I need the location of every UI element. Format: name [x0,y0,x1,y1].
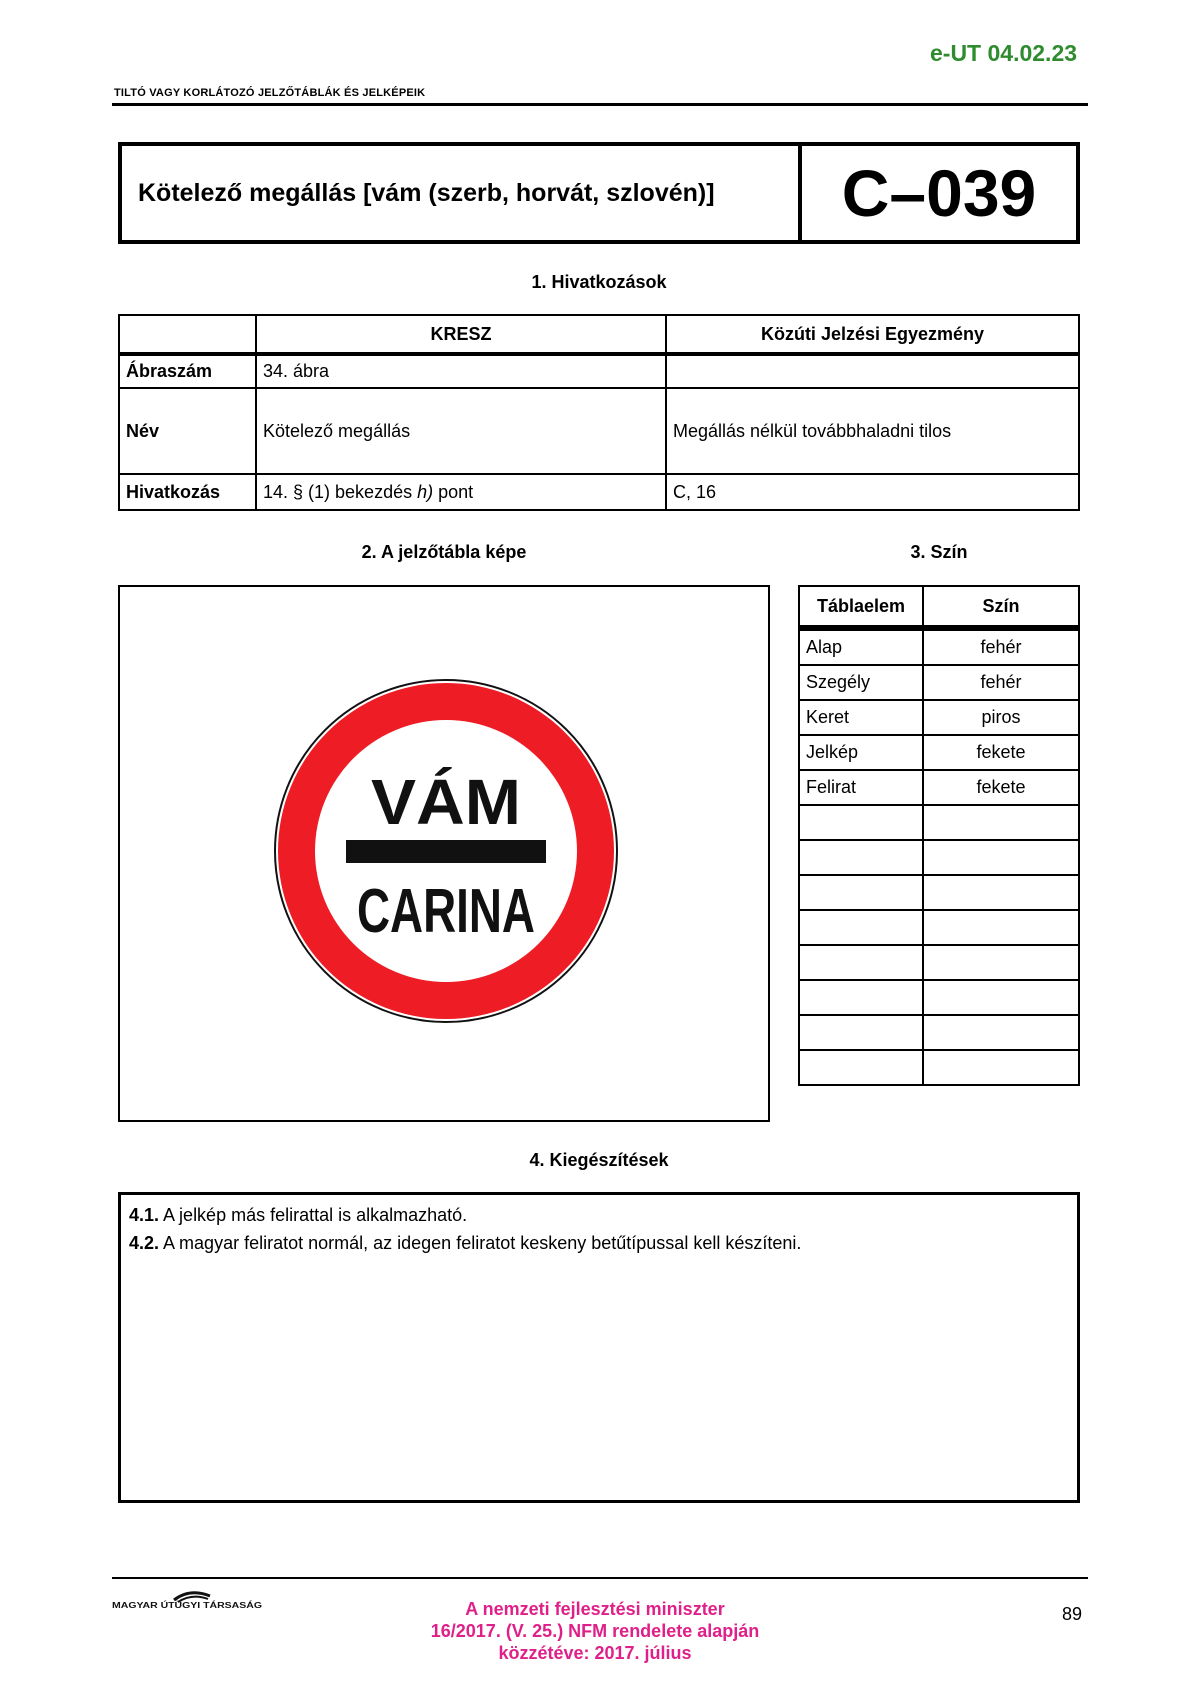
customs-stop-sign [120,587,768,1120]
row-label: Hivatkozás [119,474,256,510]
page-number: 89 [1062,1604,1083,1624]
document-code: e-UT 04.02.23 [930,40,1078,66]
supplement-item [129,1201,1069,1229]
color-cell [923,910,1079,945]
egyezmeny-cell: Megállás nélkül továbbhaladni tilos [666,388,1079,474]
sign-text-vam: VÁM [371,766,521,838]
publication-line: közzétéve: 2017. július [498,1643,692,1663]
table-header-cell: KRESZ [256,315,666,354]
color-cell [923,1050,1079,1085]
table-row [799,1015,1079,1050]
color-cell [923,840,1079,875]
egyezmeny-cell: C, 16 [666,474,1079,510]
element-cell: Keret [799,700,923,735]
supplement-number: 4.2. [129,1233,160,1253]
table-row [119,354,1079,388]
element-cell [799,875,923,910]
sign-image-box [118,585,770,1122]
color-cell [923,805,1079,840]
color-heading: 3. Szín [910,542,968,562]
table-row [799,735,1079,770]
row-label: Név [119,388,256,474]
color-table [798,585,1080,1086]
color-cell: fekete [923,770,1079,805]
element-cell [799,945,923,980]
kresz-cell: 34. ábra [256,354,666,388]
element-cell: Jelkép [799,735,923,770]
table-header-row [799,586,1079,628]
element-cell [799,980,923,1015]
supplements-heading: 4. Kiegészítések [529,1150,669,1170]
color-cell [923,980,1079,1015]
table-row [799,628,1079,665]
color-cell [923,945,1079,980]
element-cell [799,805,923,840]
table-row [799,980,1079,1015]
color-cell: piros [923,700,1079,735]
table-row [799,945,1079,980]
publication-line: A nemzeti fejlesztési miniszter [465,1599,725,1619]
references-table [118,314,1080,511]
kresz-cell [256,474,666,510]
sign-image-heading: 2. A jelzőtábla képe [361,542,527,562]
society-logo [112,1590,272,1612]
table-row [119,474,1079,510]
table-row [119,388,1079,474]
element-cell [799,910,923,945]
supplements-box [118,1192,1080,1503]
section-title: TILTÓ VAGY KORLÁTOZÓ JELZŐTÁBLÁK ÉS JELKÉPEIK [114,87,426,99]
kresz-ref-suffix: pont [433,481,474,502]
element-cell: Szegély [799,665,923,700]
table-header-row [119,315,1079,354]
color-cell: fehér [923,665,1079,700]
table-header-cell: Táblaelem [799,586,923,628]
table-row [799,665,1079,700]
supplement-number: 4.1. [129,1205,160,1225]
header-divider [112,103,1088,106]
element-cell [799,840,923,875]
sign-name: Kötelező megállás [vám (szerb, horvát, szlovén)] [122,146,802,240]
element-cell: Felirat [799,770,923,805]
kresz-cell: Kötelező megállás [256,388,666,474]
sign-code: C–039 [841,156,1037,230]
kresz-ref-prefix: 14. § (1) bekezdés [263,481,418,502]
footer-divider [112,1577,1088,1579]
table-row [799,840,1079,875]
sign-divider-bar [346,840,546,863]
egyezmeny-cell [666,354,1079,388]
row-label: Ábraszám [119,354,256,388]
color-cell [923,1015,1079,1050]
color-cell: fekete [923,735,1079,770]
table-header-cell: Közúti Jelzési Egyezmény [666,315,1079,354]
publication-note [350,1598,840,1664]
table-row [799,875,1079,910]
table-row [799,700,1079,735]
sign-text-carina: CARINA [357,877,535,946]
supplement-item [129,1229,1069,1257]
supplement-text: A magyar feliratot normál, az idegen feliratot keskeny betűtípussal kell készíteni. [159,1233,802,1253]
element-cell: Alap [799,628,923,665]
logo-text: MAGYAR ÚTÜGYI TÁRSASÁG [112,1601,262,1610]
table-header-cell [119,315,256,354]
sign-title-box [118,142,1080,244]
table-header-cell: Szín [923,586,1079,628]
table-row [799,770,1079,805]
element-cell [799,1050,923,1085]
table-row [799,805,1079,840]
references-heading: 1. Hivatkozások [531,272,667,292]
color-cell [923,875,1079,910]
element-cell [799,1015,923,1050]
supplement-text: A jelkép más felirattal is alkalmazható. [159,1205,468,1225]
table-row [799,1050,1079,1085]
publication-line: 16/2017. (V. 25.) NFM rendelete alapján [430,1621,760,1641]
table-row [799,910,1079,945]
color-cell: fehér [923,628,1079,665]
kresz-ref-point: h) [417,481,434,502]
